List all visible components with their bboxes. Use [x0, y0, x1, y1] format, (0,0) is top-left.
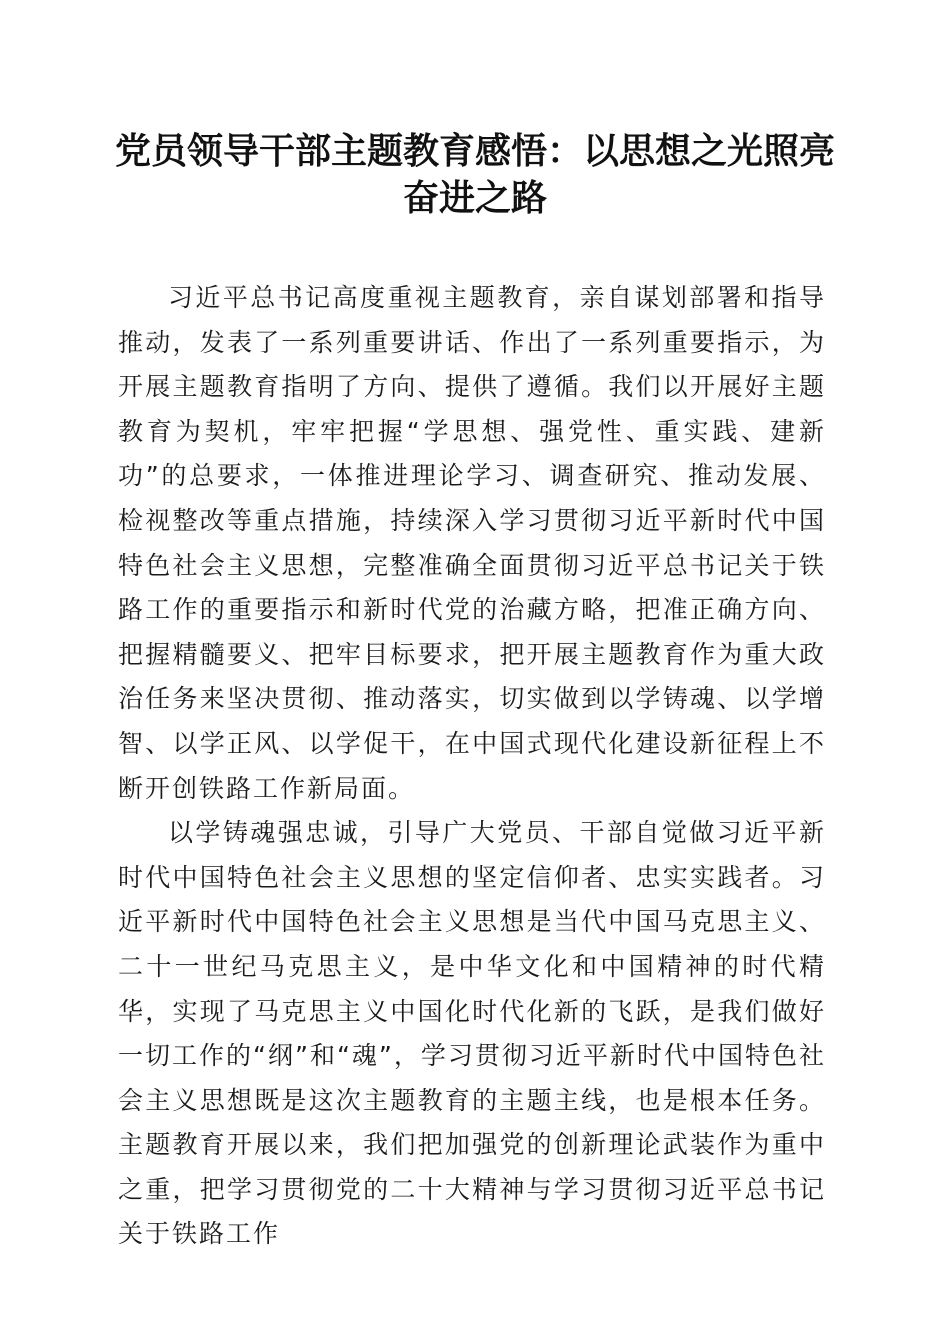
- document-title: [100, 128, 850, 222]
- title-line-1: 党员领导干部主题教育感悟：以思想之光照亮: [114, 130, 835, 172]
- paragraph-1: 习近平总书记高度重视主题教育，亲自谋划部署和指导推动，发表了一系列重要讲话、作出了一系列重要指示，为开展主题教育指明了方向、提供了遵循。我们以开展好主题教育为契机，牢牢把握“学思想、强党性、重实践、建新功”的总要求，一体推进理论学习、调查研究、推动发展、检视整改等重点措施，持续深入学习贯彻习近平新时代中国特色社会主义思想，完整准确全面贯彻习近平总书记关于铁路工作的重要指示和新时代党的治藏方略，把准正确方向、把握精髓要义、把牢目标要求，把开展主题教育作为重大政治任务来坚决贯彻、推动落实，切实做到以学铸魂、以学增智、以学正风、以学促干，在中国式现代化建设新征程上不断开创铁路工作新局面。: [118, 283, 826, 803]
- paragraph-2: 以学铸魂强忠诚，引导广大党员、干部自觉做习近平新时代中国特色社会主义思想的坚定信仰者、忠实实践者。习近平新时代中国特色社会主义思想是当代中国马克思主义、二十一世纪马克思主义，是中华文化和中国精神的时代精华，实现了马克思主义中国化时代化新的飞跃，是我们做好一切工作的“纲”和“魂”，学习贯彻习近平新时代中国特色社会主义思想既是这次主题教育的主题主线，也是根本任务。主题教育开展以来，我们把加强党的创新理论武装作为重中之重，把学习贯彻党的二十大精神与学习贯彻习近平总书记关于铁路工作: [118, 818, 826, 1249]
- title-line-2: 奋进之路: [402, 177, 547, 219]
- document-body: [118, 276, 826, 1257]
